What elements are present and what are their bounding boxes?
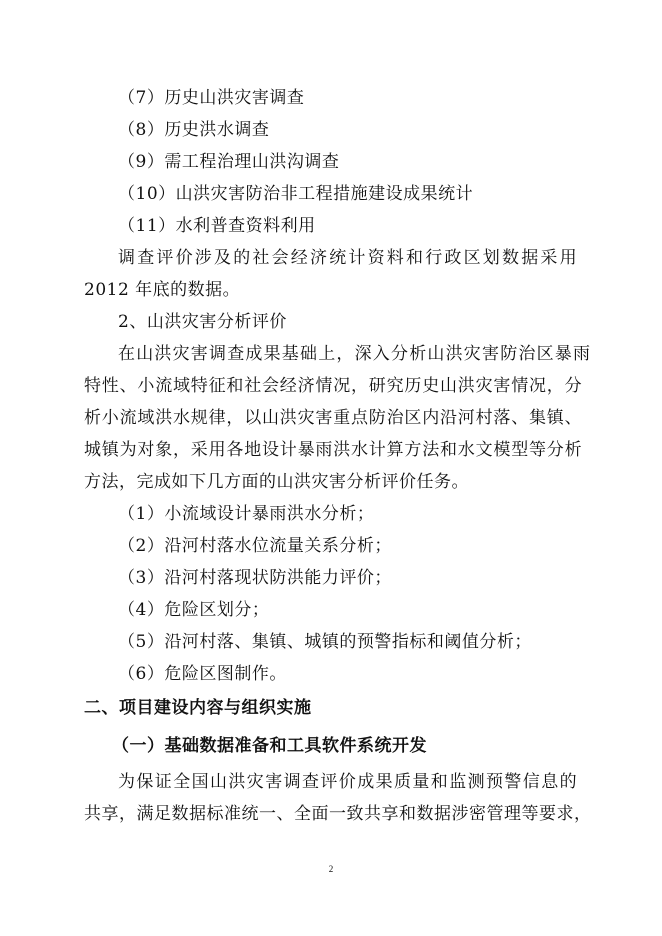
paragraph-line: 2012 年底的数据。 xyxy=(84,280,241,300)
paragraph-line: 方法，完成如下几方面的山洪灾害分析评价任务。 xyxy=(84,472,469,492)
paragraph-line: 为保证全国山洪灾害调查评价成果质量和监测预警信息的 xyxy=(118,772,578,792)
list-item: （4）危险区划分； xyxy=(118,600,270,620)
list-item: （2）沿河村落水位流量关系分析； xyxy=(118,536,392,556)
paragraph-line: 城镇为对象，采用各地设计暴雨洪水计算方法和水文模型等分析 xyxy=(84,440,583,460)
section-title: 2、山洪灾害分析评价 xyxy=(118,312,287,332)
section-heading: 二、项目建设内容与组织实施 xyxy=(84,698,312,718)
list-item: （11）水利普查资料利用 xyxy=(118,216,316,236)
list-item: （9）需工程治理山洪沟调查 xyxy=(118,152,340,172)
list-item: （3）沿河村落现状防洪能力评价； xyxy=(118,568,392,588)
list-item: （10）山洪灾害防治非工程措施建设成果统计 xyxy=(118,184,474,204)
paragraph-line: 调查评价涉及的社会经济统计资料和行政区划数据采用 xyxy=(118,248,579,268)
paragraph-line: 析小流域洪水规律，以山洪灾害重点防治区内沿河村落、集镇、 xyxy=(84,408,583,428)
list-item: （8）历史洪水调查 xyxy=(118,120,270,140)
page-number: 2 xyxy=(328,864,334,874)
paragraph-line: 特性、小流域特征和社会经济情况，研究历史山洪灾害情况，分 xyxy=(84,376,583,396)
paragraph-line: 共享，满足数据标准统一、全面一致共享和数据涉密管理等要求， xyxy=(84,804,592,824)
paragraph-line: 在山洪灾害调查成果基础上，深入分析山洪灾害防治区暴雨 xyxy=(118,344,592,364)
list-item: （5）沿河村落、集镇、城镇的预警指标和阈值分析； xyxy=(118,632,532,652)
list-item: （6）危险区图制作。 xyxy=(118,664,287,684)
list-item: （7）历史山洪灾害调查 xyxy=(118,88,305,108)
subsection-heading: （一）基础数据准备和工具软件系统开发 xyxy=(112,736,427,756)
list-item: （1）小流域设计暴雨洪水分析； xyxy=(118,504,375,524)
